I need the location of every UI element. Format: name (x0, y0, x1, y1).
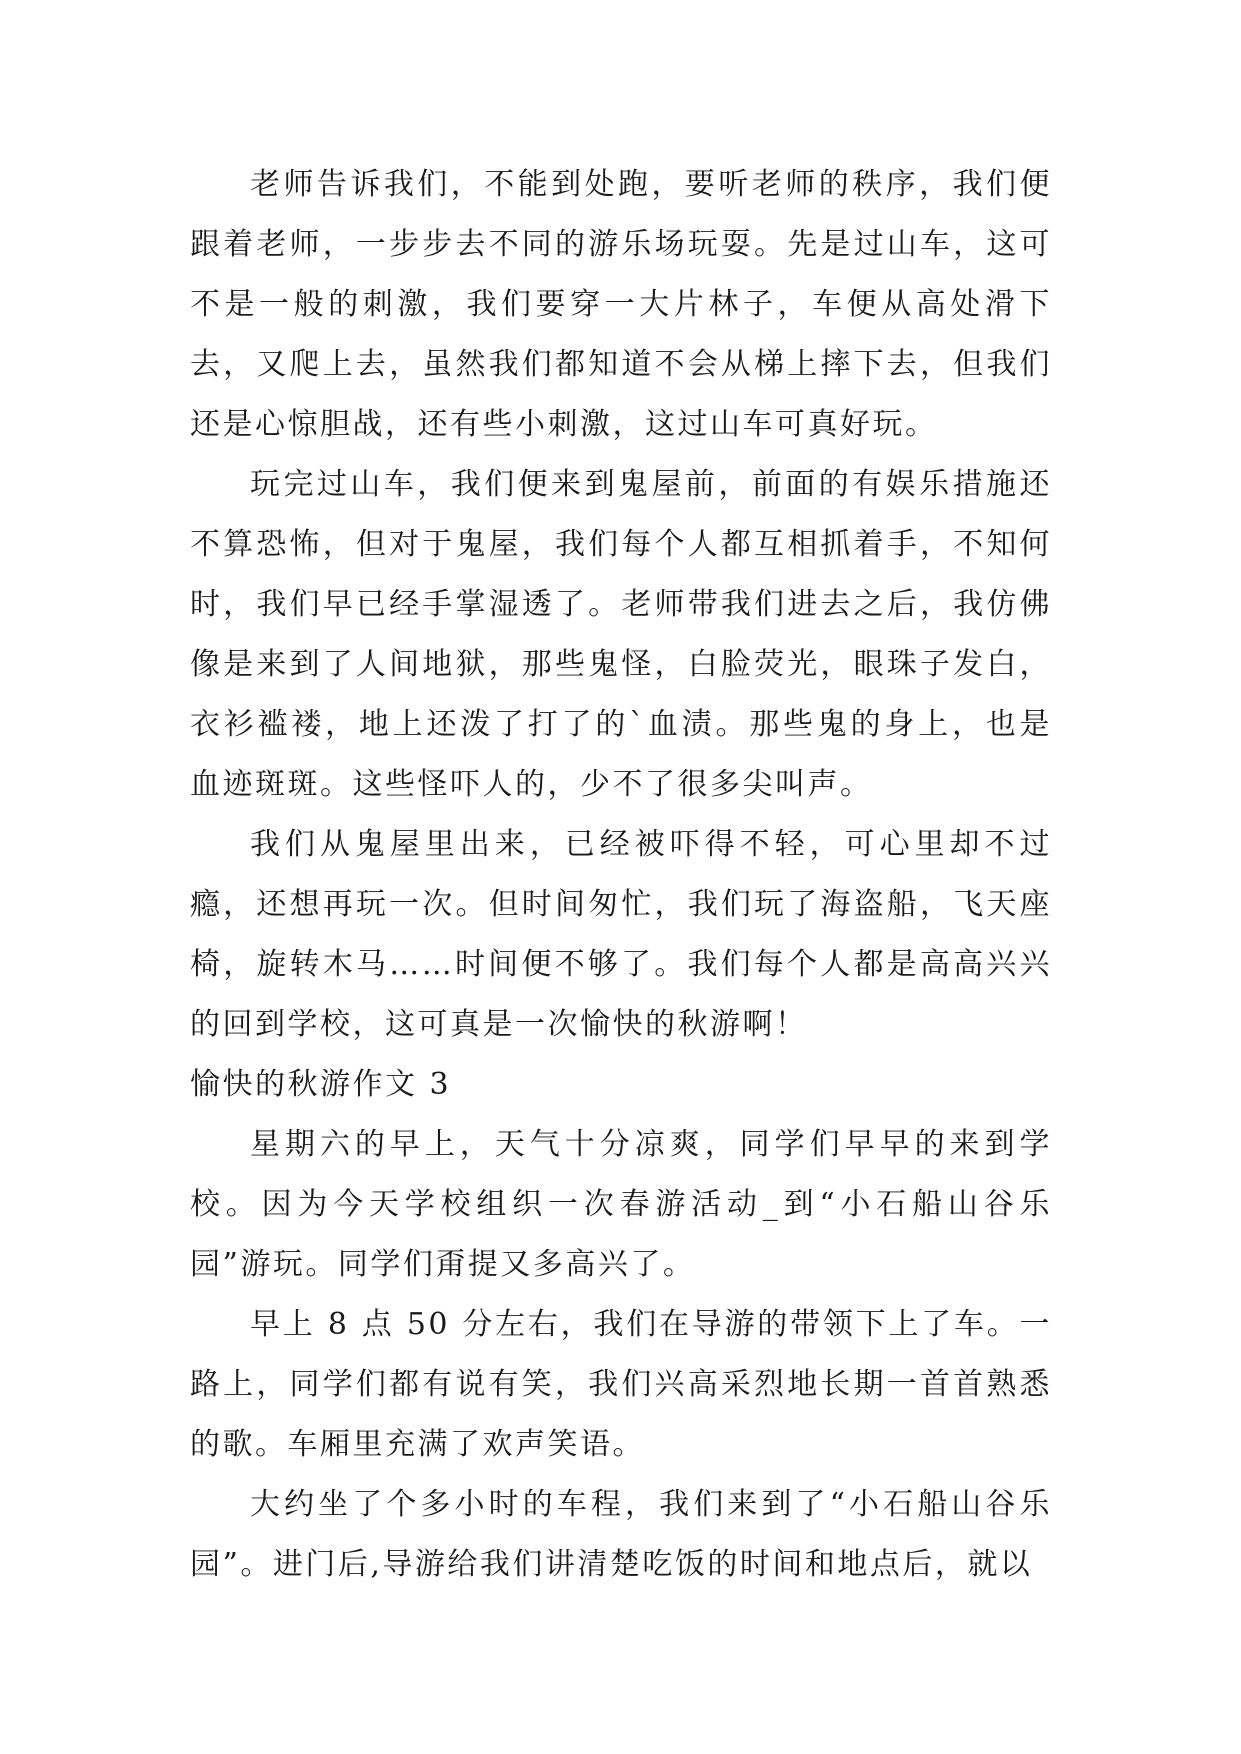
paragraph-arrival: 大约坐了个多小时的车程，我们来到了“小石船山谷乐园”。进门后,导游给我们讲清楚吃饭的时间和地点后，就以 (190, 1487, 1052, 1582)
document-body (190, 155, 1052, 1595)
paragraph-bus-ride: 早上 8 点 50 分左右，我们在导游的带领下上了车。一路上，同学们都有说有笑，我们兴高采烈地长期一首首熟悉的歌。车厢里充满了欢声笑语。 (190, 1307, 1052, 1462)
paragraph-saturday-morning: 星期六的早上，天气十分凉爽，同学们早早的来到学校。因为今天学校组织一次春游活动_到“小石船山谷乐园”游玩。同学们甭提又多高兴了。 (190, 1127, 1052, 1282)
paragraph-return-to-school: 我们从鬼屋里出来，已经被吓得不轻，可心里却不过瘾，还想再玩一次。但时间匆忙，我们玩了海盗船，飞天座椅，旋转木马……时间便不够了。我们每个人都是高高兴兴的回到学校，这可真是一次愉快的秋游啊！ (190, 827, 1052, 1042)
paragraph-haunted-house: 玩完过山车，我们便来到鬼屋前，前面的有娱乐措施还不算恐怖，但对于鬼屋，我们每个人都互相抓着手，不知何时，我们早已经手掌湿透了。老师带我们进去之后，我仿佛像是来到了人间地狱，那些鬼怪，白脸荧光，眼珠子发白，衣衫褴褛，地上还泼了打了的`血渍。那些鬼的身上，也是血迹斑斑。这些怪吓人的，少不了很多尖叫声。 (190, 467, 1052, 802)
paragraph-roller-coaster: 老师告诉我们，不能到处跑，要听老师的秩序，我们便跟着老师，一步步去不同的游乐场玩耍。先是过山车，这可不是一般的刺激，我们要穿一大片林子，车便从高处滑下去，又爬上去，虽然我们都知道不会从梯上摔下去，但我们还是心惊胆战，还有些小刺激，这过山车可真好玩。 (190, 167, 1052, 442)
section-title: 愉快的秋游作文 3 (190, 1067, 452, 1102)
